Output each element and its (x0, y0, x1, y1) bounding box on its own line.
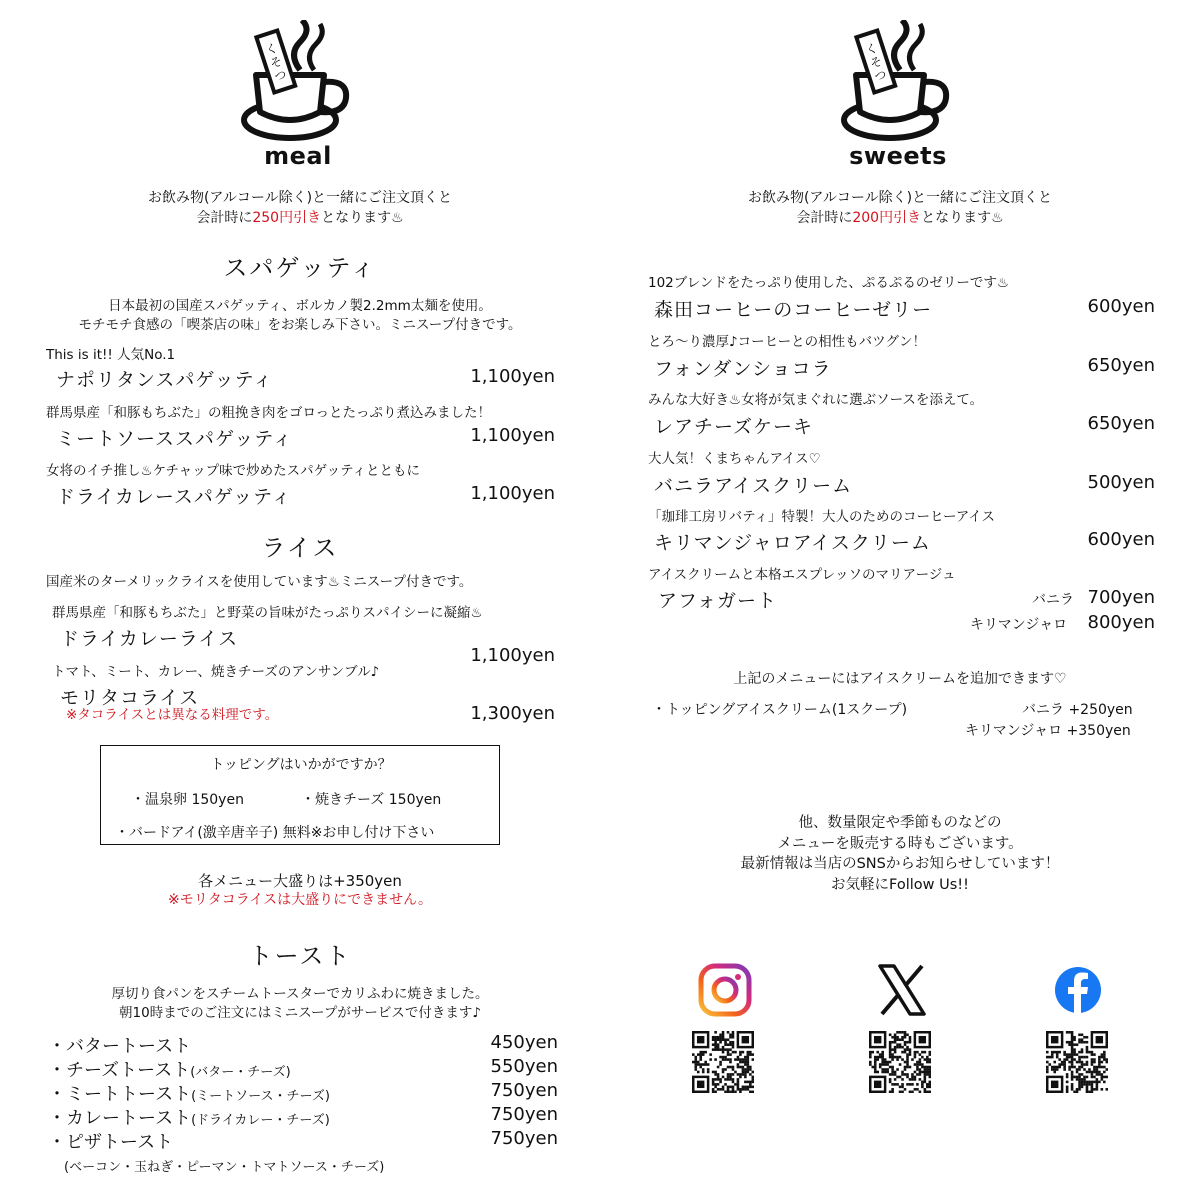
toast-item-price: 450yen (490, 1032, 558, 1053)
toast-item-price: 750yen (490, 1104, 558, 1125)
toast-item-price: 550yen (490, 1056, 558, 1077)
instagram-icon[interactable] (695, 960, 755, 1020)
toast-item-price: 750yen (490, 1080, 558, 1101)
affogato-option-vanilla-label: バニラ (1032, 592, 1074, 608)
napolitan-note: This is it!! 人気No.1 (46, 347, 176, 363)
fondant-chocolat-name: フォンダンショコラ (654, 358, 832, 380)
dry-curry-spaghetti-price: 1,100yen (470, 483, 555, 504)
sweets-notice-2c: となります♨ (921, 210, 1004, 226)
kilimanjaro-ice-price: 600yen (1087, 529, 1155, 550)
fondant-chocolat-price: 650yen (1087, 355, 1155, 376)
coffee-jelly-note: 102ブレンドをたっぷり使用した、ぷるぷるのゼリーです♨ (648, 275, 1009, 291)
x-qr-code[interactable] (869, 1031, 931, 1093)
toast-item-cheese (48, 1056, 558, 1080)
ice-topping-name: ・トッピングアイスクリーム(1スクープ) (652, 702, 908, 718)
meat-sauce-price: 1,100yen (470, 425, 555, 446)
meal-notice-line-2 (40, 208, 560, 228)
meal-discount-notice (40, 188, 560, 228)
toast-item-ingredients: (ミートソース・チーズ) (191, 1089, 330, 1104)
spaghetti-desc-2: モチモチ食感の「喫茶店の味」をお楽しみ下さい。ミニスープ付きです。 (78, 317, 522, 333)
sweets-heading: sweets (849, 142, 947, 170)
affogato-option-vanilla-price: 700yen (1087, 587, 1155, 608)
toast-desc-1: 厚切り食パンをスチームトースターでカリふわに焼きました。 (111, 986, 489, 1002)
sns-info-line-2: メニューを販売する時もございます。 (777, 835, 1023, 852)
affogato-name: アフォガート (658, 590, 778, 612)
svg-text:く: く (263, 40, 280, 58)
ice-topping-vanilla: バニラ +250yen (1022, 702, 1133, 718)
kilimanjaro-ice-name: キリマンジャロアイスクリーム (654, 532, 931, 554)
topping-box (100, 745, 500, 845)
toast-item-meat (48, 1080, 558, 1104)
svg-text:く: く (863, 40, 880, 58)
rice-section-title: ライス (261, 534, 339, 562)
meal-heading: meal (264, 142, 332, 170)
affogato-option-kilimanjaro-label: キリマンジャロ (970, 617, 1068, 633)
sweets-notice-line-1: お飲み物(アルコール除く)と一緒にご注文頂くと (747, 190, 1053, 206)
x-icon[interactable] (872, 960, 932, 1020)
sns-info (640, 813, 1160, 895)
ice-topping-kilimanjaro: キリマンジャロ +350yen (965, 723, 1131, 739)
sns-info-line-3: 最新情報は当店のSNSからお知らせしています！ (740, 856, 1060, 872)
toast-item-curry (48, 1104, 558, 1128)
toast-item-pizza (48, 1128, 558, 1152)
toast-item-name: ・ミートトースト (48, 1084, 192, 1105)
morita-taco-rice-note: トマト、ミート、カレー、焼きチーズのアンサンブル♪ (52, 664, 380, 680)
facebook-qr-code[interactable] (1046, 1031, 1108, 1093)
affogato-note: アイスクリームと本格エスプレッソのマリアージュ (648, 567, 956, 583)
large-size-warning: ※モリタコライスは大盛りにできません。 (167, 892, 432, 908)
sweets-notice-line-2 (640, 208, 1160, 228)
spaghetti-description (20, 297, 580, 335)
spaghetti-section-title: スパゲッティ (223, 254, 377, 282)
napolitan-name: ナポリタンスパゲッティ (56, 369, 274, 391)
coffee-jelly-price: 600yen (1087, 296, 1155, 317)
coffee-cup-logo-sweets (838, 20, 958, 145)
toast-item-name: ・カレートースト (48, 1108, 192, 1129)
vanilla-ice-cream-note: 大人気！くまちゃんアイス♡ (648, 451, 821, 467)
spaghetti-desc-1: 日本最初の国産スパゲッティ、ボルカノ製2.2mm太麺を使用。 (108, 298, 492, 314)
napolitan-price: 1,100yen (470, 366, 555, 387)
sns-info-line-4: お気軽にFollow Us!! (831, 876, 969, 893)
instagram-qr-code[interactable] (692, 1031, 754, 1093)
rice-description: 国産米のターメリックライスを使用しています♨ミニスープ付きです。 (46, 574, 473, 590)
sweets-discount-amount: 200円引き (852, 210, 922, 226)
dry-curry-spaghetti-name: ドライカレースパゲッティ (56, 486, 292, 508)
morita-taco-rice-warning: ※タコライスとは異なる料理です。 (66, 707, 279, 723)
toast-section-title: トースト (248, 942, 352, 970)
coffee-cup-logo-meal (238, 20, 358, 145)
svg-text:そ: そ (268, 53, 284, 71)
large-size-note: 各メニュー大盛りは+350yen (198, 872, 402, 890)
toast-item-ingredients: (ドライカレー・チーズ) (191, 1113, 330, 1128)
toast-item-name: ・バタートースト (48, 1036, 192, 1057)
meat-sauce-note: 群馬県産「和豚もちぶた」の粗挽き肉をゴロっとたっぷり煮込みました！ (46, 405, 491, 421)
affogato-option-kilimanjaro-price: 800yen (1087, 612, 1155, 633)
svg-text:つ: つ (272, 67, 289, 85)
morita-taco-rice-name: モリタコライス (60, 687, 200, 709)
facebook-icon[interactable] (1048, 960, 1108, 1020)
sweets-discount-notice (640, 188, 1160, 228)
toast-item-name: ・チーズトースト (48, 1060, 191, 1081)
toast-item-price: 750yen (490, 1128, 558, 1149)
toast-item-ingredients: (バター・チーズ) (190, 1065, 291, 1080)
sns-info-line-1: 他、数量限定や季節ものなどの (798, 815, 1002, 831)
toast-item-name: ・ピザトースト (48, 1132, 174, 1153)
vanilla-ice-cream-price: 500yen (1087, 472, 1155, 493)
vanilla-ice-cream-name: バニラアイスクリーム (654, 475, 853, 497)
meal-notice-line-1: お飲み物(アルコール除く)と一緒にご注文頂くと (147, 190, 453, 206)
toast-item-butter (48, 1032, 558, 1056)
svg-text:そ: そ (868, 53, 884, 71)
meal-notice-2a: 会計時に (196, 210, 253, 226)
dry-curry-rice-price: 1,100yen (470, 645, 555, 666)
topping-onsen-egg: ・温泉卵 150yen (131, 792, 244, 808)
meal-notice-2c: となります♨ (321, 210, 404, 226)
topping-grilled-cheese: ・焼きチーズ 150yen (301, 792, 442, 808)
rare-cheesecake-price: 650yen (1087, 413, 1155, 434)
morita-taco-rice-price: 1,300yen (470, 703, 555, 724)
meat-sauce-name: ミートソーススパゲッティ (56, 428, 293, 450)
dry-curry-rice-name: ドライカレーライス (60, 628, 239, 650)
pizza-toast-ingredients: (ベーコン・玉ねぎ・ピーマン・トマトソース・チーズ) (64, 1160, 385, 1175)
topping-birds-eye: ・バードアイ(激辛唐辛子) 無料※お申し付け下さい (115, 825, 435, 841)
kilimanjaro-ice-note: 「珈琲工房リバティ」特製！大人のためのコーヒーアイス (648, 509, 995, 525)
dry-curry-spaghetti-note: 女将のイチ推し♨ケチャップ味で炒めたスパゲッティとともに (46, 463, 421, 479)
toast-desc-2: 朝10時までのご注文にはミニスープがサービスで付きます♪ (119, 1005, 481, 1021)
fondant-chocolat-note: とろ〜り濃厚♪コーヒーとの相性もバツグン！ (648, 334, 926, 350)
rare-cheesecake-note: みんな大好き♨女将が気まぐれに選ぶソースを添えて。 (648, 392, 984, 408)
topping-title: トッピングはいかがですか？ (210, 757, 392, 773)
rare-cheesecake-name: レアチーズケーキ (654, 416, 814, 438)
svg-text:つ: つ (872, 67, 889, 85)
toast-description (20, 985, 580, 1023)
sweets-notice-2a: 会計時に (796, 210, 853, 226)
meal-discount-amount: 250円引き (252, 210, 322, 226)
coffee-jelly-name: 森田コーヒーのコーヒーゼリー (654, 299, 933, 321)
ice-addon-note: 上記のメニューにはアイスクリームを追加できます♡ (733, 671, 1067, 687)
dry-curry-rice-note: 群馬県産「和豚もちぶた」と野菜の旨味がたっぷりスパイシーに凝縮♨ (52, 605, 483, 621)
